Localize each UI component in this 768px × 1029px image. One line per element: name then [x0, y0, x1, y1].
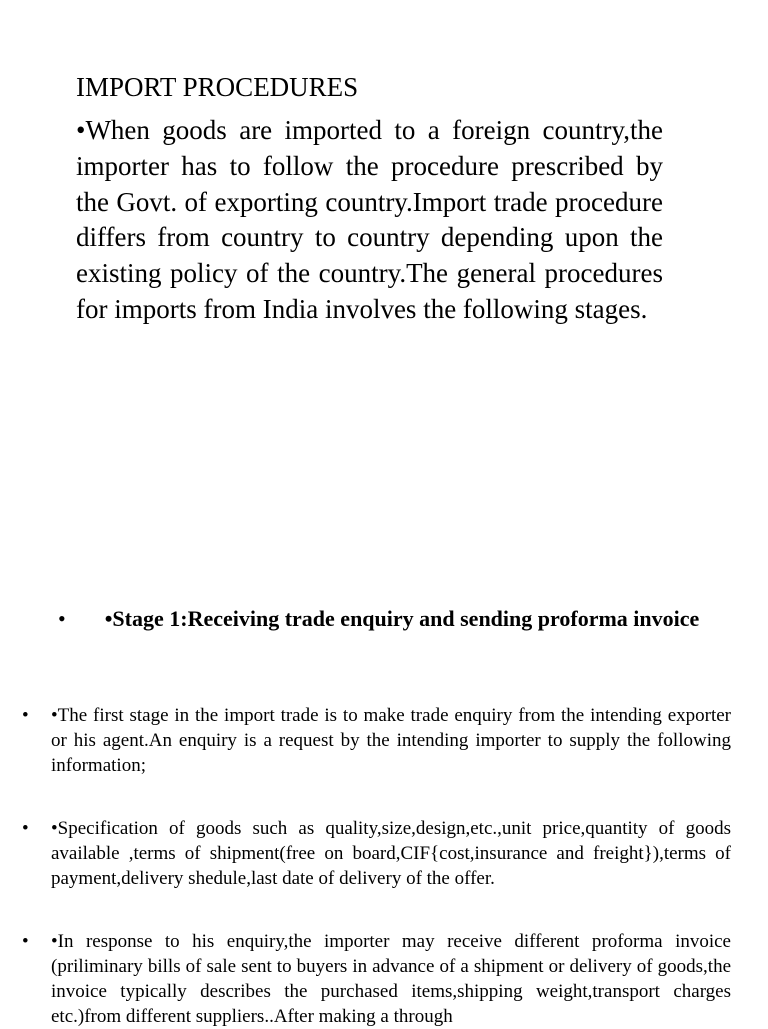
bullet-marker: • — [22, 705, 29, 726]
page-title: IMPORT PROCEDURES — [76, 72, 359, 102]
bullet-marker: • — [58, 606, 66, 631]
stage-1-heading-text: •Stage 1:Receiving trade enquiry and sending proforma invoice — [104, 606, 700, 631]
intro-paragraph: •When goods are imported to a foreign country,the importer has to follow the procedure prescribed by the Govt. of exporting country.Import trade procedure differs from country to country depending upon the existing policy of the country.The general procedures for imports from India involves the following stages. — [76, 115, 663, 324]
stage-1-heading — [58, 603, 718, 634]
list-item-text: •Specification of goods such as quality,size,design,etc.,unit price,quantity of goods available ,terms of shipment(free on board,CIF{cost,insurance and freight}),terms of payment,delivery shedule,last date of delivery of the offer. — [51, 818, 731, 889]
list-item — [22, 816, 731, 891]
bullet-marker: • — [22, 818, 29, 839]
bullet-marker: • — [22, 931, 29, 952]
list-item-text: •In response to his enquiry,the importer may receive different proforma invoice (priliminary bills of sale sent to buyers in advance of a shipment or delivery of goods,the invoice typically describes the purchased items,shipping weight,transport charges etc.)from different suppliers..After making a through — [51, 931, 731, 1027]
list-item-text: •The first stage in the import trade is to make trade enquiry from the intending exporter or his agent.An enquiry is a request by the intending importer to supply the following information; — [51, 705, 731, 776]
list-item — [22, 929, 731, 1029]
list-item — [22, 703, 731, 778]
